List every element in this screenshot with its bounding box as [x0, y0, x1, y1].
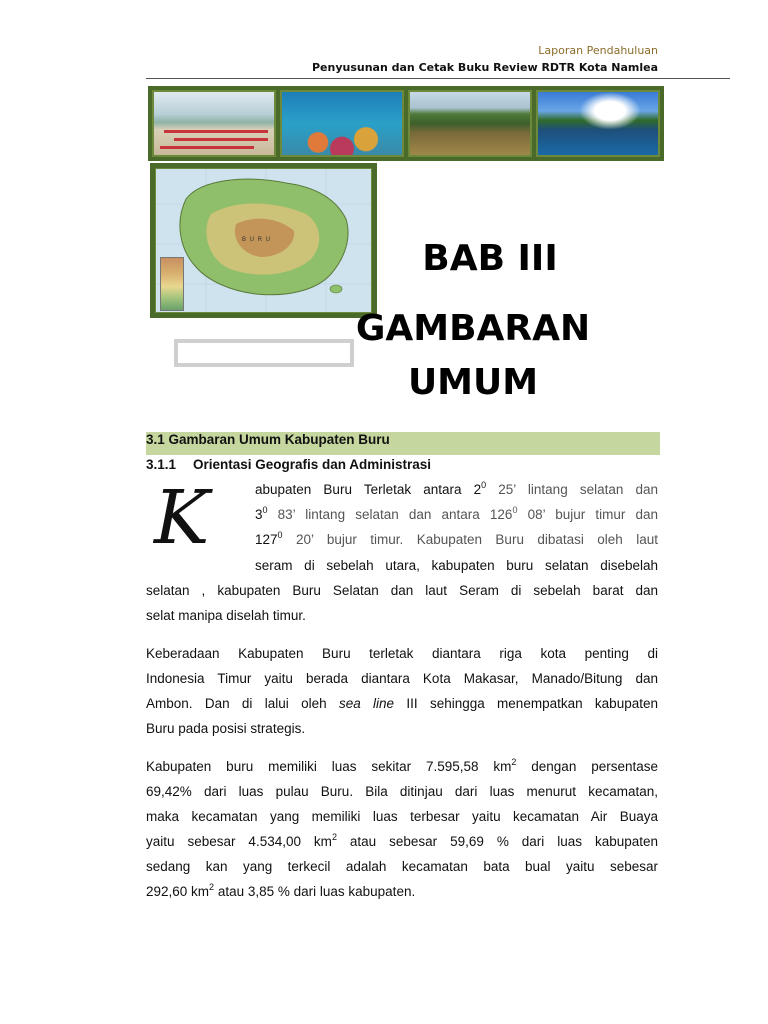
report-title: Laporan Pendahuluan — [538, 44, 658, 57]
p3-line: Kabupaten buru memiliki luas sekitar 7.595,58 $km^2$ dengan persentase — [146, 757, 658, 774]
drop-cap: K — [154, 475, 206, 561]
p3-line: sedang kan yang terkecil adalah kecamatan bata bual yaitu sebesar — [146, 859, 658, 874]
p1-line: selat manipa diselah timur. — [146, 608, 306, 623]
p3-line: 69,42% dari luas pulau Buru. Bila ditinjau dari luas menurut kecamatan, — [146, 784, 658, 799]
p2-line: Buru pada posisi strategis. — [146, 721, 306, 736]
p3-line: yaitu sebesar 4.534,00 $km^2$ atau sebesar 59,69 % dari luas kabupaten — [146, 832, 658, 849]
p1-line: $127^0$ 20’ bujur timur. Kabupaten Buru dibatasi oleh laut — [255, 530, 658, 547]
coral-reef-photo — [280, 90, 404, 157]
subsection-heading — [146, 457, 431, 472]
p1-line: selatan , kabupaten Buru Selatan dan laut Seram di sebelah barat dan — [146, 583, 658, 598]
p2-line: Indonesia Timur yaitu berada diantara Kota Makasar, Manado/Bitung dan — [146, 671, 658, 686]
chapter-title-line2: UMUM — [407, 362, 539, 403]
photo-strip — [148, 86, 664, 161]
project-title: Penyusunan dan Cetak Buku Review RDTR Kota Namlea — [311, 61, 658, 74]
bay-photo — [536, 90, 660, 157]
p1-line: $3^0$ 83’ lintang selatan dan antara $126^0$ 08’ bujur timur dan — [255, 505, 659, 522]
p3-line: 292,60 $km^2$ atau 3,85 % dari luas kabupaten. — [146, 882, 416, 899]
p3-line: maka kecamatan yang memiliki luas terbesar yaitu kecamatan Air Buaya — [146, 809, 658, 824]
map-label: B U R U — [242, 237, 272, 243]
section-heading: 3.1 Gambaran Umum Kabupaten Buru — [146, 432, 660, 455]
buru-island-map — [150, 163, 377, 318]
p2-line: Keberadaan Kabupaten Buru terletak diantara riga kota penting di — [146, 646, 658, 661]
p1-line: seram di sebelah utara, kabupaten buru selatan disebelah — [255, 558, 658, 573]
chapter-title-line1: GAMBARAN — [355, 308, 591, 349]
island-photo — [408, 90, 532, 157]
header-divider — [146, 78, 730, 79]
map-caption-box — [174, 339, 354, 367]
subsection-number: 3.1.1 — [146, 457, 177, 472]
p2-line: Ambon. Dan di lalui oleh sea line III sehingga menempatkan kabupaten — [146, 696, 658, 711]
beach-photo — [152, 90, 276, 157]
subsection-title: Orientasi Geografis dan Administrasi — [193, 457, 432, 472]
map-legend — [160, 257, 184, 311]
p1-line: abupaten Buru Terletak antara $2^0$ 25’ lintang selatan dan — [255, 480, 659, 497]
chapter-number: BAB III — [422, 238, 558, 279]
